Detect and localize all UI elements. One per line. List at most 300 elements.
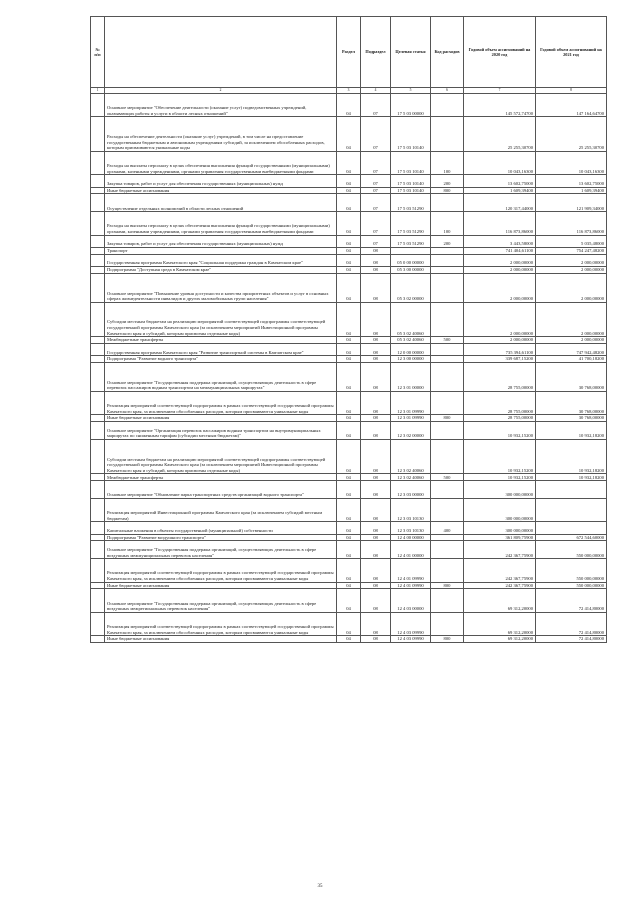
header-name [105,17,337,88]
row-podrazdel-cell: 08 [361,481,391,499]
row-2021-cell: 747 942,48200 [536,343,607,355]
row-2020-cell: 10 932,15200 [464,439,536,474]
row-name-cell: Субсидии местным бюджетам на реализацию мероприятий соответствующей подпрограммы соответствующей государственной программы Камчатского края (за исключением мероприятий Инвестиционной программы Камчатского края и субсидий, которым присвоены отдельные коды) [105,439,337,474]
row-number-cell [91,273,105,302]
row-podrazdel-cell: 07 [361,235,391,247]
row-2021-cell: 550 000,00000 [536,559,607,582]
table-row [91,439,607,474]
row-razdel-cell: 04 [337,362,361,391]
row-2020-cell: 28 755,00000 [464,362,536,391]
row-2021-cell: 2 000,00000 [536,266,607,273]
row-name-cell: Расходы на выплаты персоналу в целях обеспечения выполнения функций государственными (муниципальными) органами, казенными учреждениями, органами управления государственными внебюджетными фондами [105,151,337,174]
row-2020-cell: 300 000,00000 [464,481,536,499]
row-csr-cell: 12 4 00 00000 [391,534,431,541]
budget-table [90,16,607,643]
row-2020-cell: 28 755,00000 [464,415,536,422]
row-csr-cell: 12 3 00 00000 [391,356,431,363]
row-razdel-cell: 04 [337,247,361,254]
row-vr-cell: 200 [431,175,464,187]
row-podrazdel-cell: 08 [361,636,391,643]
row-vr-cell [431,247,464,254]
row-podrazdel-cell: 07 [361,212,391,235]
row-vr-cell: 800 [431,582,464,589]
row-number-cell [91,117,105,152]
row-2021-cell: 116 873,86000 [536,212,607,235]
row-name-cell: Основное мероприятие "Обновление парка транспортных средств организаций водного транспорта" [105,481,337,499]
row-2020-cell: 2 000,00000 [464,254,536,266]
row-name-cell: Основное мероприятие "Государственная поддержка организаций, осуществляющих деятельность в сфере воздушных межмуниципальных перевозок населения" [105,541,337,559]
table-row [91,612,607,635]
row-2020-cell: 120 317,44000 [464,194,536,212]
table-row [91,212,607,235]
row-csr-cell: 12 3 01 09990 [391,391,431,414]
row-podrazdel-cell: 08 [361,362,391,391]
table-row [91,481,607,499]
row-razdel-cell: 04 [337,194,361,212]
row-number-cell [91,247,105,254]
row-2021-cell: 30 768,00000 [536,391,607,414]
row-razdel-cell: 04 [337,94,361,117]
row-2021-cell: 121 909,34000 [536,194,607,212]
table-row [91,534,607,541]
column-number: 8 [536,88,607,94]
row-2020-cell: 300 000,00000 [464,498,536,521]
row-podrazdel-cell: 08 [361,421,391,439]
row-razdel-cell: 04 [337,254,361,266]
row-podrazdel-cell: 07 [361,194,391,212]
row-razdel-cell: 04 [337,302,361,337]
row-razdel-cell: 04 [337,117,361,152]
row-2020-cell: 1 609,39400 [464,187,536,194]
row-csr-cell: 17 5 03 10140 [391,187,431,194]
row-vr-cell: 500 [431,474,464,481]
row-csr-cell: 12 3 02 40060 [391,439,431,474]
row-2021-cell: 25 255,30700 [536,117,607,152]
row-2020-cell: 741 404,61100 [464,247,536,254]
table-row [91,266,607,273]
row-podrazdel-cell: 08 [361,582,391,589]
row-2020-cell: 242 367,75900 [464,582,536,589]
row-csr-cell: 05 3 00 00000 [391,266,431,273]
row-number-cell [91,254,105,266]
row-vr-cell [431,391,464,414]
row-podrazdel-cell: 07 [361,187,391,194]
row-podrazdel-cell: 08 [361,343,391,355]
row-vr-cell [431,117,464,152]
row-csr-cell: 12 4 01 09990 [391,559,431,582]
row-2020-cell: 242 367,75900 [464,559,536,582]
table-row [91,356,607,363]
table-row [91,522,607,534]
row-2020-cell: 145 572,74700 [464,94,536,117]
column-number: 7 [464,88,536,94]
row-podrazdel-cell: 08 [361,273,391,302]
row-vr-cell [431,254,464,266]
row-name-cell: Подпрограмма "Развитие водного транспорта" [105,356,337,363]
row-2021-cell [536,522,607,534]
row-razdel-cell: 04 [337,187,361,194]
row-name-cell: Реализация мероприятий соответствующей подпрограммы в рамках соответствующей государственной программы Камчатского края, за исключением обособленных расходов, которым присваиваются уникальные коды [105,612,337,635]
header-razdel: Раздел [337,17,361,88]
row-razdel-cell: 04 [337,343,361,355]
row-number-cell [91,187,105,194]
row-csr-cell: 12 3 02 00000 [391,421,431,439]
row-2021-cell: 30 768,00000 [536,362,607,391]
row-number-cell [91,415,105,422]
row-razdel-cell: 04 [337,337,361,344]
row-name-cell: Реализация мероприятий соответствующей подпрограммы в рамках соответствующей государственной программы Камчатского края, за исключением обособленных расходов, которым присваиваются уникальные коды [105,559,337,582]
table-row [91,343,607,355]
row-csr-cell: 17 5 03 51290 [391,235,431,247]
row-2020-cell: 28 755,00000 [464,391,536,414]
table-row [91,582,607,589]
row-csr-cell: 12 3 03 00000 [391,481,431,499]
row-vr-cell [431,302,464,337]
table-row [91,235,607,247]
row-number-cell [91,439,105,474]
row-podrazdel-cell: 08 [361,356,391,363]
row-podrazdel-cell: 08 [361,474,391,481]
row-name-cell: Основное мероприятие "Государственная поддержка организаций, осуществляющих деятельность в сфере воздушных межрегиональных перевозок населения" [105,589,337,612]
column-number: 3 [337,88,361,94]
header-csr: Целевая статья [391,17,431,88]
table-row [91,151,607,174]
row-name-cell: Закупка товаров, работ и услуг для обеспечения государственных (муниципальных) нужд [105,175,337,187]
row-2020-cell: 13 602,75000 [464,175,536,187]
row-name-cell: Реализация мероприятий соответствующей подпрограммы в рамках соответствующей государственной программы Камчатского края, за исключением обособленных расходов, которым присваиваются уникальные коды [105,391,337,414]
table-row [91,498,607,521]
row-name-cell: Иные бюджетные ассигнования [105,582,337,589]
row-2021-cell: 72 414,80000 [536,636,607,643]
row-2020-cell: 361 809,75900 [464,534,536,541]
row-name-cell: Государственная программа Камчатского края "Социальная поддержка граждан в Камчатском крае" [105,254,337,266]
row-2021-cell: 72 414,80000 [536,612,607,635]
row-podrazdel-cell: 07 [361,175,391,187]
row-2021-cell [536,481,607,499]
header-podrazdel: Подраздел [361,17,391,88]
row-number-cell [91,636,105,643]
row-name-cell: Закупка товаров, работ и услуг для обеспечения государственных (муниципальных) нужд [105,235,337,247]
row-number-cell [91,343,105,355]
row-name-cell: Осуществление отдельных полномочий в области лесных отношений [105,194,337,212]
row-csr-cell: 12 4 01 00000 [391,541,431,559]
table-row [91,415,607,422]
row-name-cell: Межбюджетные трансферты [105,474,337,481]
header-num: № п/п [91,17,105,88]
header-2021: Годовой объем ассигнований на 2021 год [536,17,607,88]
row-name-cell: Иные бюджетные ассигнования [105,187,337,194]
table-row [91,474,607,481]
row-2021-cell: 147 164,64700 [536,94,607,117]
row-number-cell [91,194,105,212]
row-razdel-cell: 04 [337,175,361,187]
row-razdel-cell: 04 [337,498,361,521]
row-podrazdel-cell: 08 [361,415,391,422]
row-2020-cell: 2 000,00000 [464,273,536,302]
row-vr-cell [431,362,464,391]
row-csr-cell: 12 3 03 10130 [391,498,431,521]
row-podrazdel-cell: 08 [361,254,391,266]
column-number: 4 [361,88,391,94]
row-podrazdel-cell: 08 [361,612,391,635]
row-podrazdel-cell: 07 [361,117,391,152]
column-number: 6 [431,88,464,94]
row-vr-cell: 800 [431,636,464,643]
row-vr-cell [431,194,464,212]
row-name-cell: Подпрограмма "Развитие воздушного транспорта" [105,534,337,541]
row-number-cell [91,474,105,481]
table-header-row [91,17,607,88]
row-vr-cell [431,356,464,363]
row-number-cell [91,94,105,117]
page-number: 35 [317,884,323,889]
row-razdel-cell: 04 [337,391,361,414]
row-number-cell [91,337,105,344]
row-2021-cell: 10 932,18200 [536,421,607,439]
row-vr-cell [431,498,464,521]
header-2020: Годовой объем ассигнований на 2020 год [464,17,536,88]
column-number: 1 [91,88,105,94]
row-csr-cell: 05 3 02 40060 [391,302,431,337]
row-podrazdel-cell: 08 [361,522,391,534]
row-razdel-cell: 04 [337,636,361,643]
row-number-cell [91,212,105,235]
table-row [91,302,607,337]
row-csr-cell: 05 3 02 00000 [391,273,431,302]
row-2021-cell [536,498,607,521]
row-razdel-cell: 04 [337,534,361,541]
row-razdel-cell: 04 [337,356,361,363]
row-2021-cell: 13 602,75000 [536,175,607,187]
row-2021-cell: 550 000,00000 [536,582,607,589]
row-number-cell [91,302,105,337]
header-vr: Код расходов [431,17,464,88]
row-vr-cell [431,534,464,541]
row-number-cell [91,498,105,521]
row-2020-cell: 2 000,00000 [464,337,536,344]
row-vr-cell: 500 [431,337,464,344]
row-csr-cell: 12 3 01 00000 [391,362,431,391]
row-name-cell: Транспорт [105,247,337,254]
row-csr-cell: 12 4 01 09990 [391,582,431,589]
row-2020-cell: 69 312,20000 [464,612,536,635]
row-vr-cell [431,421,464,439]
row-razdel-cell: 04 [337,415,361,422]
table-row [91,362,607,391]
row-2021-cell: 754 247,48200 [536,247,607,254]
row-razdel-cell: 04 [337,212,361,235]
row-csr-cell: 17 5 03 51290 [391,194,431,212]
row-vr-cell: 800 [431,415,464,422]
row-number-cell [91,589,105,612]
row-2020-cell: 116 873,86000 [464,212,536,235]
row-csr-cell: 12 4 03 09990 [391,612,431,635]
row-name-cell: Межбюджетные трансферты [105,337,337,344]
row-vr-cell [431,439,464,474]
row-podrazdel-cell: 08 [361,266,391,273]
row-2020-cell: 69 312,20000 [464,589,536,612]
row-2021-cell: 30 768,00000 [536,415,607,422]
row-2020-cell: 10 932,15200 [464,421,536,439]
table-row [91,541,607,559]
row-2021-cell: 550 000,00000 [536,541,607,559]
table-row [91,254,607,266]
row-podrazdel-cell: 08 [361,541,391,559]
row-vr-cell: 200 [431,235,464,247]
row-name-cell: Основное мероприятие "Организация перевозок пассажиров водным транспортом на внутримуниципальных маршрутах по сниженным тарифам (субсидии местным бюджетам)" [105,421,337,439]
row-podrazdel-cell: 08 [361,247,391,254]
row-2021-cell: 2 000,00000 [536,254,607,266]
row-number-cell [91,362,105,391]
row-razdel-cell: 04 [337,421,361,439]
row-csr-cell: 12 3 01 09990 [391,415,431,422]
row-vr-cell: 800 [431,187,464,194]
row-2021-cell: 2 000,00000 [536,273,607,302]
table-row [91,636,607,643]
row-razdel-cell: 04 [337,151,361,174]
row-name-cell: Государственная программа Камчатского края "Развитие транспортной системы в Камчатском крае" [105,343,337,355]
row-2021-cell: 5 035,48000 [536,235,607,247]
table-row [91,94,607,117]
row-podrazdel-cell: 08 [361,534,391,541]
row-2021-cell: 72 414,80000 [536,589,607,612]
row-podrazdel-cell: 08 [361,498,391,521]
row-podrazdel-cell: 08 [361,391,391,414]
row-2020-cell: 2 000,00000 [464,266,536,273]
row-name-cell: Основное мероприятие "Обеспечение деятельности (оказание услуг) подведомственных учреждений, оказывающих работы и услуги в области лесных отношений" [105,94,337,117]
column-number: 2 [105,88,337,94]
row-number-cell [91,559,105,582]
row-name-cell: Основное мероприятие "Повышение уровня доступности и качества приоритетных объектов и услуг в основных сферах жизнедеятельности инвалидов и других маломобильных групп населения" [105,273,337,302]
row-number-cell [91,541,105,559]
row-vr-cell [431,559,464,582]
row-csr-cell: 12 4 03 09990 [391,636,431,643]
row-razdel-cell: 04 [337,582,361,589]
row-podrazdel-cell: 08 [361,439,391,474]
row-number-cell [91,151,105,174]
row-2021-cell: 10 932,18200 [536,474,607,481]
row-2020-cell: 2 000,00000 [464,302,536,337]
row-razdel-cell: 04 [337,474,361,481]
row-number-cell [91,582,105,589]
row-2020-cell: 339 687,15200 [464,356,536,363]
row-name-cell: Капитальные вложения в объекты государственной (муниципальной) собственности [105,522,337,534]
row-podrazdel-cell: 08 [361,302,391,337]
row-csr-cell: 12 4 03 00000 [391,589,431,612]
row-vr-cell [431,273,464,302]
row-number-cell [91,235,105,247]
row-vr-cell [431,612,464,635]
row-csr-cell: 05 0 00 00000 [391,254,431,266]
row-csr-cell [391,247,431,254]
table-row [91,194,607,212]
row-2020-cell: 10 932,15200 [464,474,536,481]
row-2021-cell: 672 544,60000 [536,534,607,541]
row-number-cell [91,421,105,439]
row-name-cell: Расходы на выплаты персоналу в целях обеспечения выполнения функций государственными (муниципальными) органами, казенными учреждениями, органами управления государственными внебюджетными фондами [105,212,337,235]
row-razdel-cell: 04 [337,481,361,499]
table-body [91,94,607,643]
row-name-cell: Иные бюджетные ассигнования [105,415,337,422]
row-vr-cell [431,343,464,355]
row-csr-cell: 12 3 02 40060 [391,474,431,481]
row-razdel-cell: 04 [337,541,361,559]
row-podrazdel-cell: 08 [361,559,391,582]
row-number-cell [91,356,105,363]
row-podrazdel-cell: 08 [361,337,391,344]
row-number-cell [91,175,105,187]
row-2020-cell: 10 043,16300 [464,151,536,174]
table-row [91,247,607,254]
row-number-cell [91,612,105,635]
table-row [91,187,607,194]
row-razdel-cell: 04 [337,273,361,302]
row-csr-cell: 17 5 03 10140 [391,117,431,152]
row-number-cell [91,391,105,414]
row-2021-cell: 2 000,00000 [536,302,607,337]
row-podrazdel-cell: 07 [361,151,391,174]
row-vr-cell: 100 [431,151,464,174]
row-razdel-cell: 04 [337,235,361,247]
row-csr-cell: 12 0 00 00000 [391,343,431,355]
row-2021-cell: 10 043,16300 [536,151,607,174]
row-csr-cell: 12 3 03 10130 [391,522,431,534]
row-name-cell: Иные бюджетные ассигнования [105,636,337,643]
row-2020-cell: 3 443,58000 [464,235,536,247]
row-number-cell [91,534,105,541]
row-vr-cell: 400 [431,522,464,534]
row-razdel-cell: 04 [337,266,361,273]
row-vr-cell [431,266,464,273]
row-2021-cell: 10 932,18200 [536,439,607,474]
row-name-cell: Расходы на обеспечение деятельности (оказание услуг) учреждений, в том числе на предоставление государственным бюджетным и автономным учреждениям субсидий, за исключением обособленных расходов, которым присваиваются уникальные коды [105,117,337,152]
row-vr-cell [431,589,464,612]
table-row [91,421,607,439]
row-podrazdel-cell: 07 [361,94,391,117]
table-row [91,337,607,344]
row-razdel-cell: 04 [337,589,361,612]
row-name-cell: Субсидии местным бюджетам на реализацию мероприятий соответствующей подпрограммы соответствующей государственной программы Камчатского края (за исключением мероприятий Инвестиционной программы Камчатского края и субсидий, которым присвоены отдельные коды) [105,302,337,337]
table-row [91,175,607,187]
table-row [91,273,607,302]
row-2021-cell: 2 000,00000 [536,337,607,344]
row-name-cell: Реализация мероприятий Инвестиционной программы Камчатского края (за исключением субсидий местным бюджетам) [105,498,337,521]
column-number: 5 [391,88,431,94]
row-2020-cell: 300 000,00000 [464,522,536,534]
row-number-cell [91,522,105,534]
row-2020-cell: 25 255,30700 [464,117,536,152]
row-2020-cell: 69 312,20000 [464,636,536,643]
row-name-cell: Основное мероприятие "Государственная поддержка организаций, осуществляющих деятельность в сфере перевозок пассажиров водным транспортом на межмуниципальных маршрутах" [105,362,337,391]
table-row [91,559,607,582]
row-razdel-cell: 04 [337,522,361,534]
row-name-cell: Подпрограмма "Доступная среда в Камчатском крае" [105,266,337,273]
row-number-cell [91,481,105,499]
row-csr-cell: 17 5 03 10140 [391,175,431,187]
row-vr-cell: 100 [431,212,464,235]
row-2021-cell: 41 700,18200 [536,356,607,363]
table-row [91,117,607,152]
row-vr-cell [431,94,464,117]
row-number-cell [91,266,105,273]
row-csr-cell: 05 3 02 40060 [391,337,431,344]
row-razdel-cell: 04 [337,439,361,474]
row-2020-cell: 735 394,61100 [464,343,536,355]
row-podrazdel-cell: 08 [361,589,391,612]
row-razdel-cell: 04 [337,612,361,635]
row-razdel-cell: 04 [337,559,361,582]
row-2020-cell: 242 367,75900 [464,541,536,559]
